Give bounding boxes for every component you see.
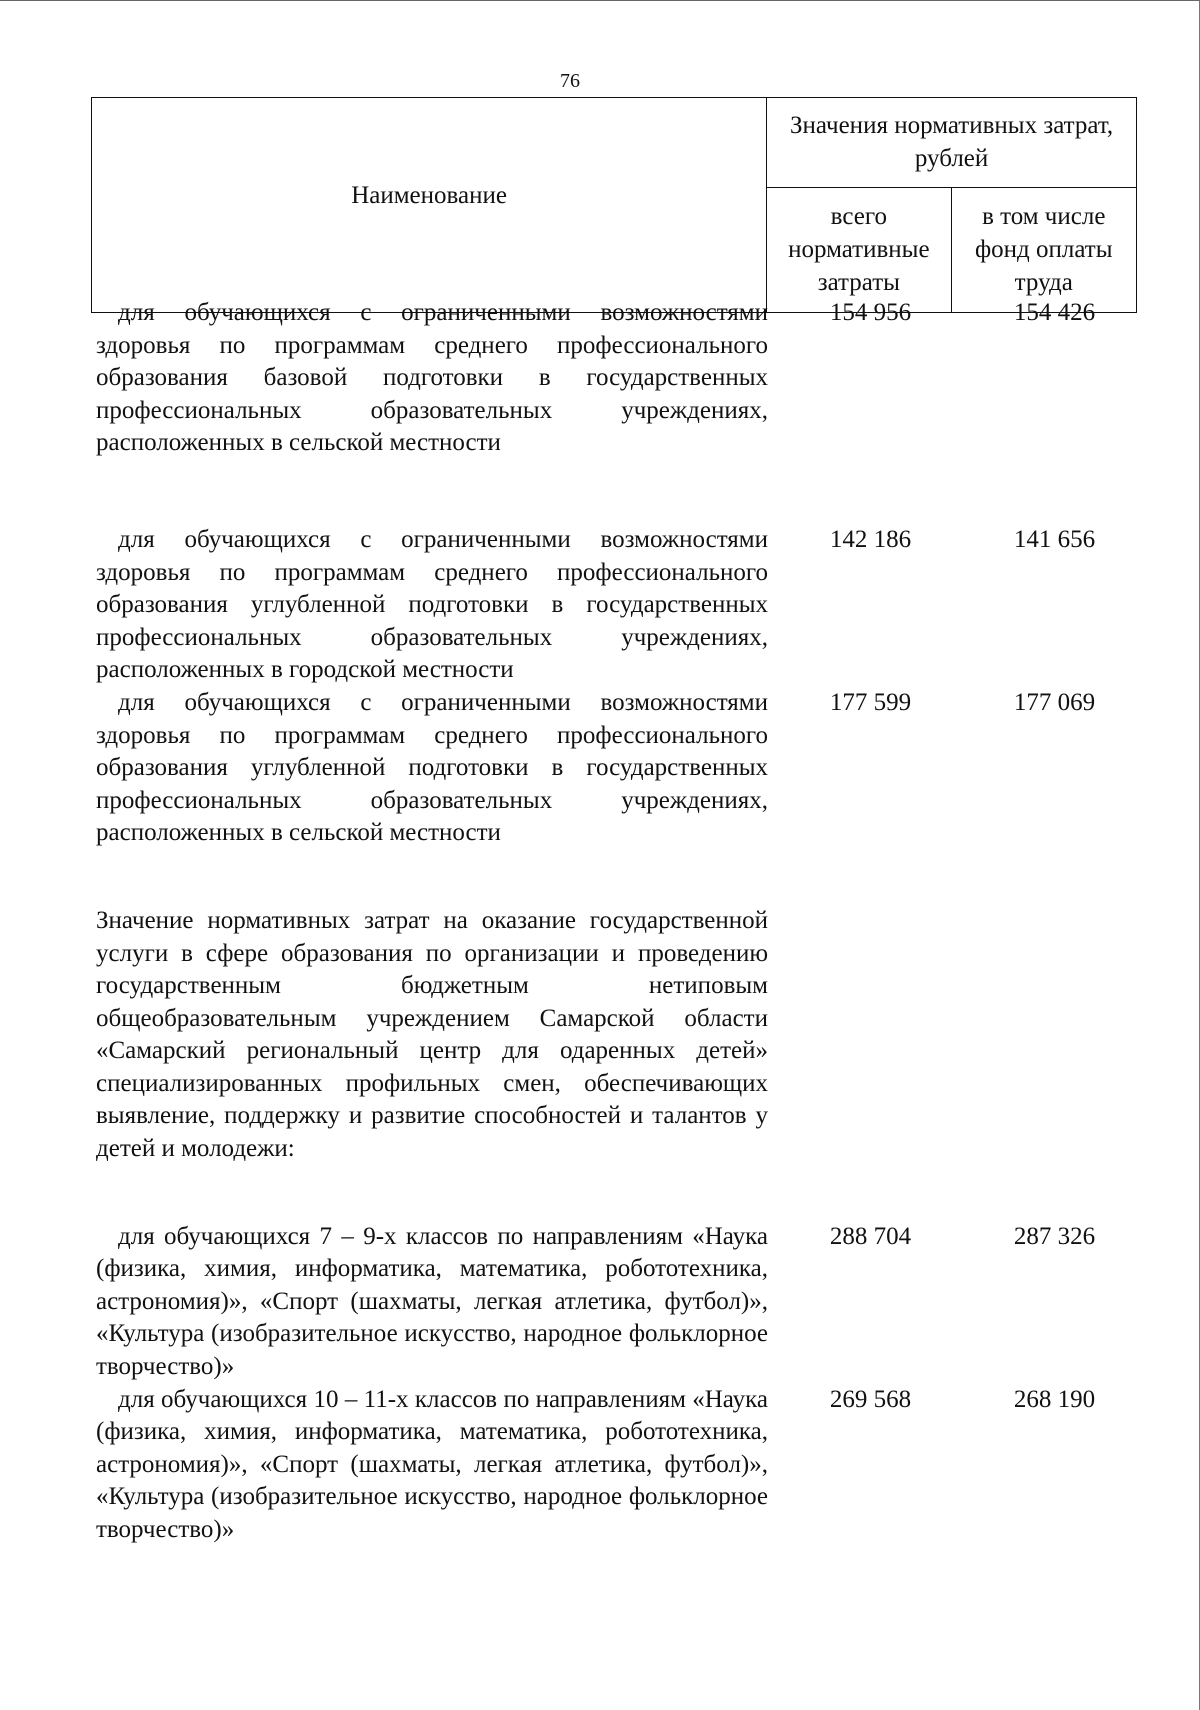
table-row [96,297,1146,460]
page-number: 76 [560,70,580,92]
row-total-value: 142 186 [829,525,912,553]
table-row [96,1221,1146,1384]
row-description: для обучающихся с ограниченными возможностями здоровья по программам среднего профессионального образования углубленной подготовки в государственных профессиональных образовательных учреждениях, расположенных в городской местности [96,525,768,684]
table-body [96,297,1146,1547]
header-total-column: всего нормативные затраты [767,187,951,312]
header-salary-column: в том числе фонд оплаты труда [951,187,1137,312]
row-salary-value: 177 069 [1013,688,1096,716]
row-total-value: 288 704 [829,1222,912,1250]
table-row [96,524,1146,687]
row-spacer [96,460,1146,524]
table-row [96,1384,1146,1547]
row-spacer [96,850,1146,905]
row-total-value: 269 568 [829,1385,912,1413]
row-description: для обучающихся с ограниченными возможностями здоровья по программам среднего профессионального образования углубленной подготовки в государственных профессиональных образовательных учреждениях, расположенных в сельской местности [96,688,768,847]
header-name-column: Наименование [92,98,767,313]
table-header [91,97,1137,313]
row-description: для обучающихся 10 – 11-х классов по направлениям «Наука (физика, химия, информатика, математика, робототехника, астрономия)», «Спорт (шахматы, легкая атлетика, футбол)», «Культура (изобразительное искусство, народное фольклорное творчество)» [96,1385,768,1543]
row-salary-value: 141 656 [1013,525,1096,553]
row-spacer [96,1166,1146,1221]
row-description: для обучающихся 7 – 9-х классов по направлениям «Наука (физика, химия, информатика, математика, робототехника, астрономия)», «Спорт (шахматы, легкая атлетика, футбол)», «Культура (изобразительное искусство, народное фольклорное творчество)» [96,1222,768,1381]
section-heading: Значение нормативных затрат на оказание государственной услуги в сфере образования по организации и проведению государственным бюджетным нетиповым общеобразовательным учреждением Самарской области «Самарский региональный центр для одаренных детей» специализированных профильных смен, обеспечивающих выявление, поддержку и развитие способностей и талантов у детей и молодежи: [96,906,768,1163]
header-values-group: Значения нормативных затрат, рублей [767,98,1137,188]
table-row [96,905,1146,1166]
row-total-value: 177 599 [829,688,912,716]
row-salary-value: 268 190 [1013,1385,1096,1413]
row-total-value: 154 956 [829,299,912,326]
row-salary-value: 154 426 [1013,299,1096,326]
table-row [96,687,1146,850]
row-salary-value: 287 326 [1013,1222,1096,1250]
row-description: для обучающихся с ограниченными возможностями здоровья по программам среднего профессионального образования базовой подготовки в государственных профессиональных образовательных учреждениях, расположенных в сельской местности [96,299,768,457]
